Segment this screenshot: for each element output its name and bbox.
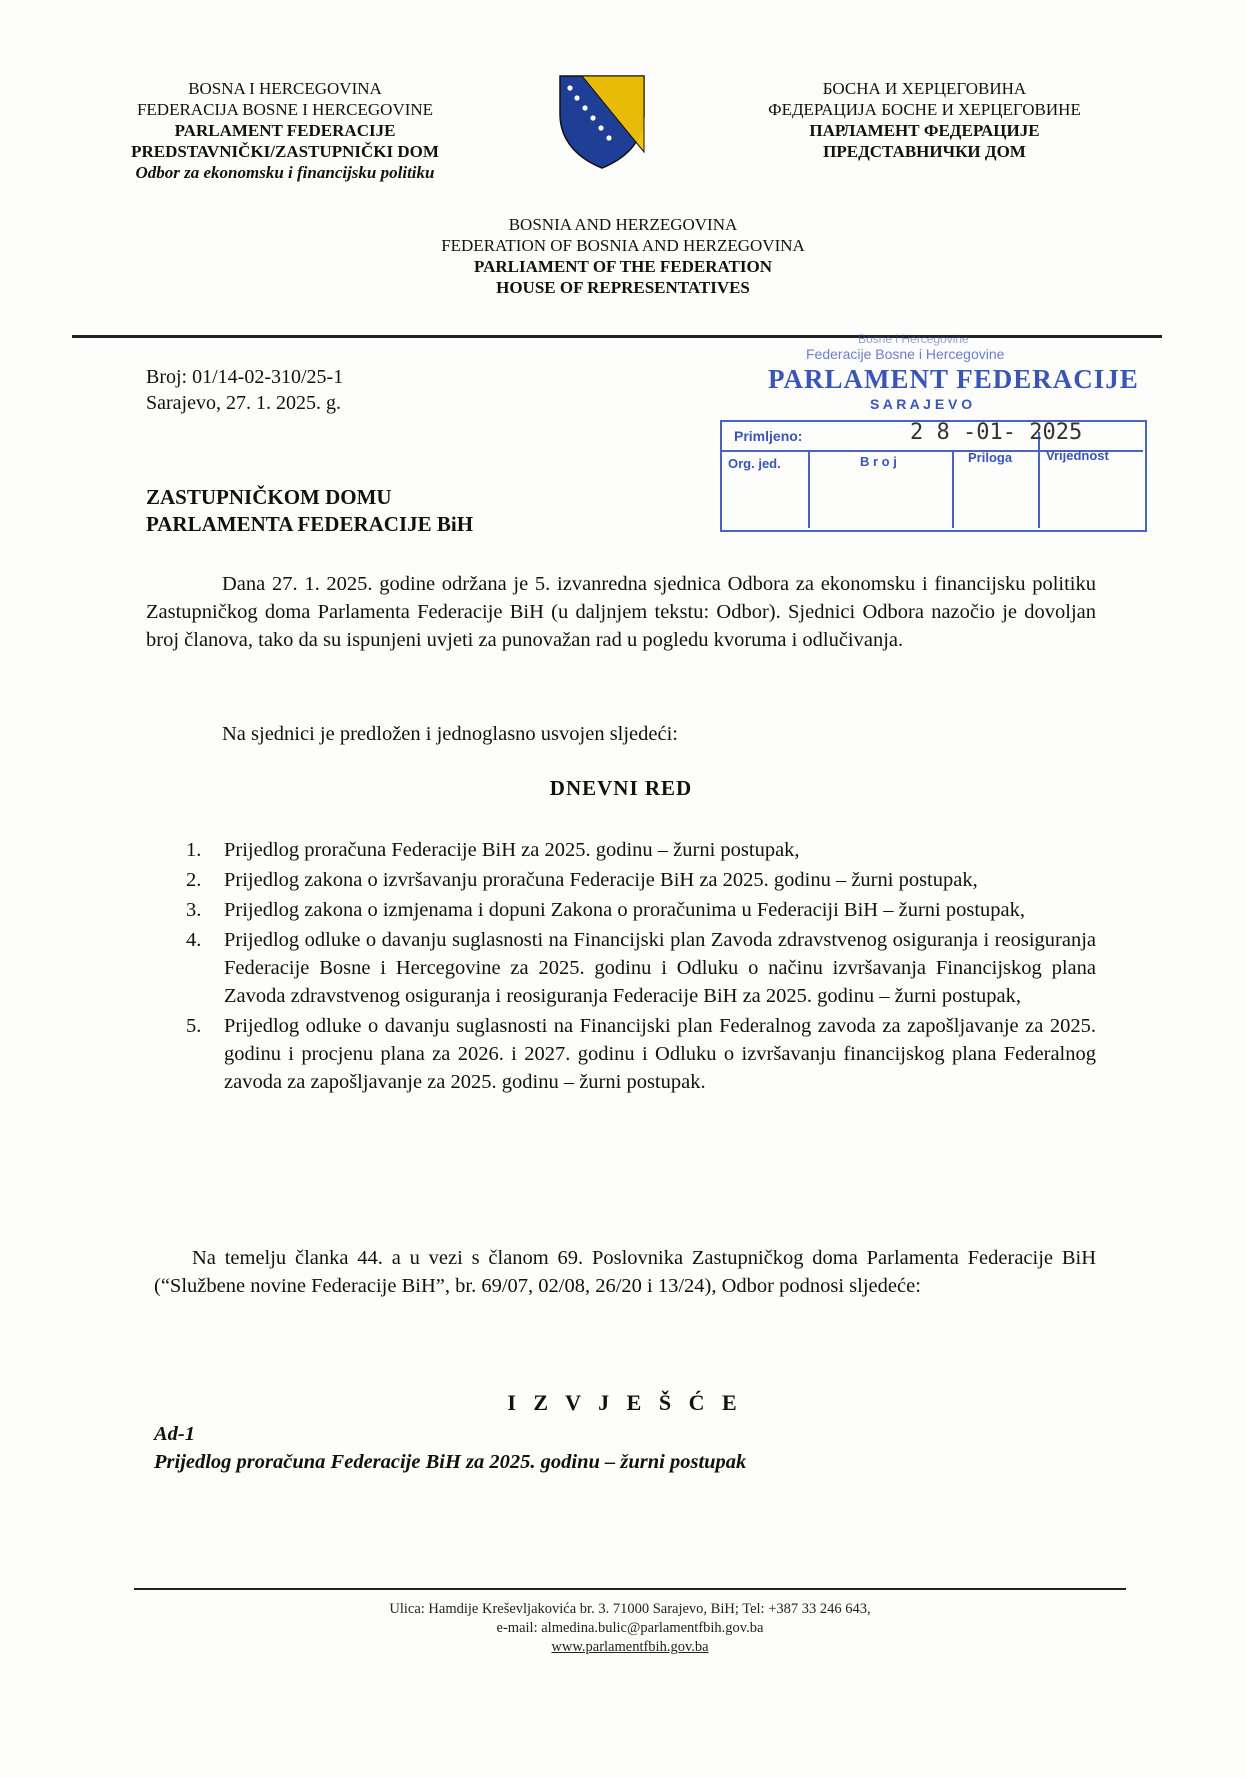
header-left-line5: Odbor za ekonomsku i financijsku politiku <box>135 163 435 182</box>
header-left-line2: FEDERACIJA BOSNE I HERCEGOVINE <box>136 100 434 119</box>
stamp-grid-vline3 <box>1038 432 1040 528</box>
stamp-line3: PARLAMENT FEDERACIJE <box>768 364 1139 394</box>
agenda-list <box>186 836 1096 1098</box>
reference-place-date: Sarajevo, 27. 1. 2025. g. <box>146 392 341 414</box>
header-center-line2: FEDERATION OF BOSNIA AND HERZEGOVINA <box>441 236 805 255</box>
stamp-grid-vline1 <box>808 450 810 528</box>
agenda-item-number: 4. <box>186 929 202 951</box>
footer-website-link[interactable]: www.parlamentfbih.gov.ba <box>551 1639 709 1655</box>
agenda-item-text: Prijedlog proračuna Federacije BiH za 2025. godinu – žurni postupak, <box>224 839 800 861</box>
coat-of-arms-icon <box>558 74 646 170</box>
agenda-item-text: Prijedlog odluke o davanju suglasnosti na Financijski plan Zavoda zdravstvenog osiguranja i reosiguranja Federacije Bosne i Hercegovine za 2025. godinu i Odluku o načinu izvršavanja Financijskog plana Zavoda zdravstvenog osiguranja i reosiguranja Federacije BiH za 2025. godinu – žurni postupak, <box>224 929 1096 1007</box>
stamp-col-org: Org. jed. <box>728 456 781 471</box>
header-center-line3: PARLIAMENT OF THE FEDERATION <box>473 257 772 276</box>
stamp-received-date: 2 8 -01- 2025 <box>910 420 1083 445</box>
agenda-title: DNEVNI RED <box>549 776 693 800</box>
ad-label: Ad-1 <box>154 1423 195 1445</box>
reference-number: Broj: 01/14-02-310/25-1 <box>146 366 344 388</box>
reference-block <box>146 364 566 416</box>
footer <box>134 1600 1126 1657</box>
agenda-item-number: 3. <box>186 899 202 921</box>
stamp-col-priloga: Priloga <box>968 450 1013 465</box>
agenda-item-number: 1. <box>186 839 202 861</box>
stamp-line2: Federacije Bosne i Hercegovine <box>806 346 1005 362</box>
agenda-item <box>186 836 1096 864</box>
report-title: I Z V J E Š Ć E <box>507 1390 743 1415</box>
ad-block <box>154 1420 1096 1476</box>
header-right <box>722 78 1127 162</box>
footer-address: Ulica: Hamdije Kreševljakovića br. 3. 71000 Sarajevo, BiH; Tel: +387 33 246 643, <box>389 1601 871 1617</box>
agenda-item-number: 2. <box>186 869 202 891</box>
agenda-item <box>186 926 1096 1010</box>
addressee <box>146 484 666 538</box>
header-center-line4: HOUSE OF REPRESENTATIVES <box>496 278 750 297</box>
header-center-line1: BOSNIA AND HERZEGOVINA <box>508 215 738 234</box>
header-center <box>323 214 923 298</box>
stamp-grid-vline2 <box>952 450 954 528</box>
header-right-line4: ПРЕДСТАВНИЧКИ ДОМ <box>823 142 1026 161</box>
ad-text: Prijedlog proračuna Federacije BiH za 2025. godinu – žurni postupak <box>154 1451 747 1473</box>
header-left-line3: PARLAMENT FEDERACIJE <box>174 121 396 140</box>
agenda-item-text: Prijedlog zakona o izvršavanju proračuna Federacije BiH za 2025. godinu – žurni postupak, <box>224 869 978 891</box>
agenda-item <box>186 1012 1096 1096</box>
intro-text: Dana 27. 1. 2025. godine održana je 5. izvanredna sjednica Odbora za ekonomsku i financijsku politiku Zastupničkog doma Parlamenta Federacije BiH (u daljnjem tekstu: Odbor). Sjednici Odbora nazočio je dovoljan broj članova, tako da su ispunjeni uvjeti za punovažan rad u pogledu kvoruma i odlučivanja. <box>146 573 1096 651</box>
addressee-line2: PARLAMENTA FEDERACIJE BiH <box>146 512 474 536</box>
agenda-item-text: Prijedlog odluke o davanju suglasnosti na Financijski plan Federalnog zavoda za zapošljavanje za 2025. godinu i procjenu plana za 2026. i 2027. godinu i Odluku o izvršavanju financijskog plana Federalnog zavoda za zapošljavanje za 2025. godinu – žurni postupak. <box>224 1015 1096 1093</box>
basis-paragraph <box>154 1244 1096 1300</box>
addressee-line1: ZASTUPNIČKOM DOMU <box>146 485 392 509</box>
intro-paragraph <box>146 570 1096 654</box>
footer-divider <box>134 1588 1126 1590</box>
stamp-col-vrijednost: Vrijednost <box>1046 448 1109 463</box>
header-left-line1: BOSNA I HERCEGOVINA <box>188 79 382 98</box>
header-left-line4: PREDSTAVNIČKI/ZASTUPNIČKI DOM <box>131 142 439 161</box>
footer-email: e-mail: almedina.bulic@parlamentfbih.gov.ba <box>496 1620 764 1636</box>
agenda-item <box>186 896 1096 924</box>
header-right-line1: БОСНА И ХЕРЦЕГОВИНА <box>822 79 1027 98</box>
agenda-item <box>186 866 1096 894</box>
basis-text: Na temelju članka 44. a u vezi s članom 69. Poslovnika Zastupničkog doma Parlamenta Federacije BiH (“Službene novine Federacije BiH”, br. 69/07, 02/08, 26/20 i 13/24), Odbor podnosi sljedeće: <box>154 1247 1096 1297</box>
stamp-received-label: Primljeno: <box>734 428 803 444</box>
agenda-item-text: Prijedlog zakona o izmjenama i dopuni Zakona o proračunima u Federaciji BiH – žurni postupak, <box>224 899 1025 921</box>
stamp-col-broj: B r o j <box>860 454 897 469</box>
proposed-line: Na sjednici je predložen i jednoglasno usvojen sljedeći: <box>222 723 678 745</box>
stamp-line4: S A R A J E V O <box>870 396 973 412</box>
header-right-line3: ПАРЛАМЕНТ ФЕДЕРАЦИЈЕ <box>809 121 1040 140</box>
stamp-line1: Bosne i Hercegovine <box>858 332 969 346</box>
header-right-line2: ФЕДЕРАЦИЈА БОСНЕ И ХЕРЦЕГОВИНЕ <box>768 100 1081 119</box>
received-stamp <box>720 332 1145 544</box>
header-left <box>80 78 490 183</box>
agenda-item-number: 5. <box>186 1015 202 1037</box>
